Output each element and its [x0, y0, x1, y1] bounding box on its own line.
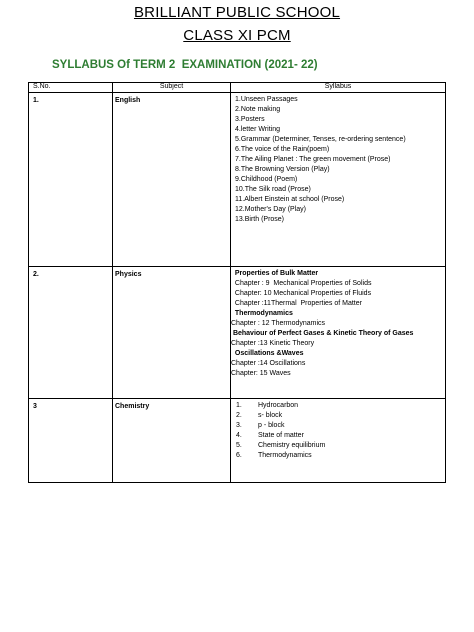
item-text: p - block — [258, 422, 285, 429]
column-header-syllabus: Syllabus — [231, 83, 446, 93]
column-header-subject: Subject — [113, 83, 231, 93]
chemistry-topics — [231, 401, 445, 461]
list-item: Chapter: 15 Waves — [231, 370, 291, 377]
item-number: 2. — [236, 412, 242, 419]
row-number: 1. — [29, 93, 113, 267]
list-item: Chapter : 9 Mechanical Properties of Solids — [231, 280, 372, 287]
table-row-chemistry — [29, 399, 446, 483]
syllabus-table — [28, 82, 446, 483]
item-number: 1. — [236, 402, 242, 409]
item-number: 5. — [236, 442, 242, 449]
list-item: 2.Note making — [235, 106, 281, 113]
list-item: Chapter :14 Oscillations — [231, 360, 306, 367]
unit-heading: Behaviour of Perfect Gases & Kinetic Theory of Gases — [231, 330, 414, 337]
syllabus-cell — [231, 267, 446, 399]
english-topics — [231, 95, 445, 225]
physics-topics — [231, 269, 445, 379]
item-text: State of matter — [258, 432, 304, 439]
item-text: Thermodynamics — [258, 452, 312, 459]
list-item: 13.Birth (Prose) — [235, 216, 285, 223]
list-item — [231, 431, 445, 441]
item-text: Hydrocarbon — [258, 402, 299, 409]
school-name: BRILLIANT PUBLIC SCHOOL — [133, 4, 341, 21]
subject-name: English — [113, 93, 231, 267]
class-name: CLASS XI PCM — [183, 27, 291, 44]
list-item: Chapter: 10 Mechanical Properties of Fluids — [231, 290, 372, 297]
list-item: Chapter :13 Kinetic Theory — [231, 340, 315, 347]
unit-heading: Thermodynamics — [231, 310, 293, 317]
list-item — [231, 421, 445, 431]
list-item: 11.Albert Einstein at school (Prose) — [235, 196, 345, 203]
list-item: 8.The Browning Version (Play) — [235, 166, 330, 173]
list-item — [231, 441, 445, 451]
table-row-physics — [29, 267, 446, 399]
row-number: 2. — [29, 267, 113, 399]
item-number: 3. — [236, 422, 242, 429]
list-item — [231, 401, 445, 411]
syllabus-cell — [231, 93, 446, 267]
table-row-english — [29, 93, 446, 267]
list-item: Chapter : 12 Thermodynamics — [231, 320, 326, 327]
unit-heading: Properties of Bulk Matter — [231, 270, 319, 277]
list-item — [231, 411, 445, 421]
item-text: s- block — [258, 412, 283, 419]
syllabus-cell — [231, 399, 446, 483]
item-text: Chemistry equilibrium — [258, 442, 326, 449]
list-item: 7.The Ailing Planet : The green movement (Prose) — [235, 156, 391, 163]
list-item: 10.The Silk road (Prose) — [235, 186, 311, 193]
list-item — [231, 451, 445, 461]
list-item: 4.letter Writing — [235, 126, 280, 133]
subject-name: Physics — [113, 267, 231, 399]
list-item: 5.Grammar (Determiner, Tenses, re-ordering sentence) — [235, 136, 406, 143]
list-item: 9.Childhood (Poem) — [235, 176, 298, 183]
list-item: 3.Posters — [235, 116, 265, 123]
list-item: Chapter :11Thermal Properties of Matter — [231, 300, 362, 307]
syllabus-heading: SYLLABUS Of TERM 2 EXAMINATION (2021- 22) — [52, 59, 318, 71]
list-item: 6.The voice of the Rain(poem) — [235, 146, 330, 153]
list-item: 1.Unseen Passages — [235, 96, 298, 103]
item-number: 6. — [236, 452, 242, 459]
subject-name: Chemistry — [113, 399, 231, 483]
unit-heading: Oscillations &Waves — [231, 350, 304, 357]
list-item: 12.Mother's Day (Play) — [235, 206, 306, 213]
item-number: 4. — [236, 432, 242, 439]
table-header-row — [29, 83, 446, 93]
column-header-sno: S.No. — [29, 83, 113, 93]
row-number: 3 — [29, 399, 113, 483]
